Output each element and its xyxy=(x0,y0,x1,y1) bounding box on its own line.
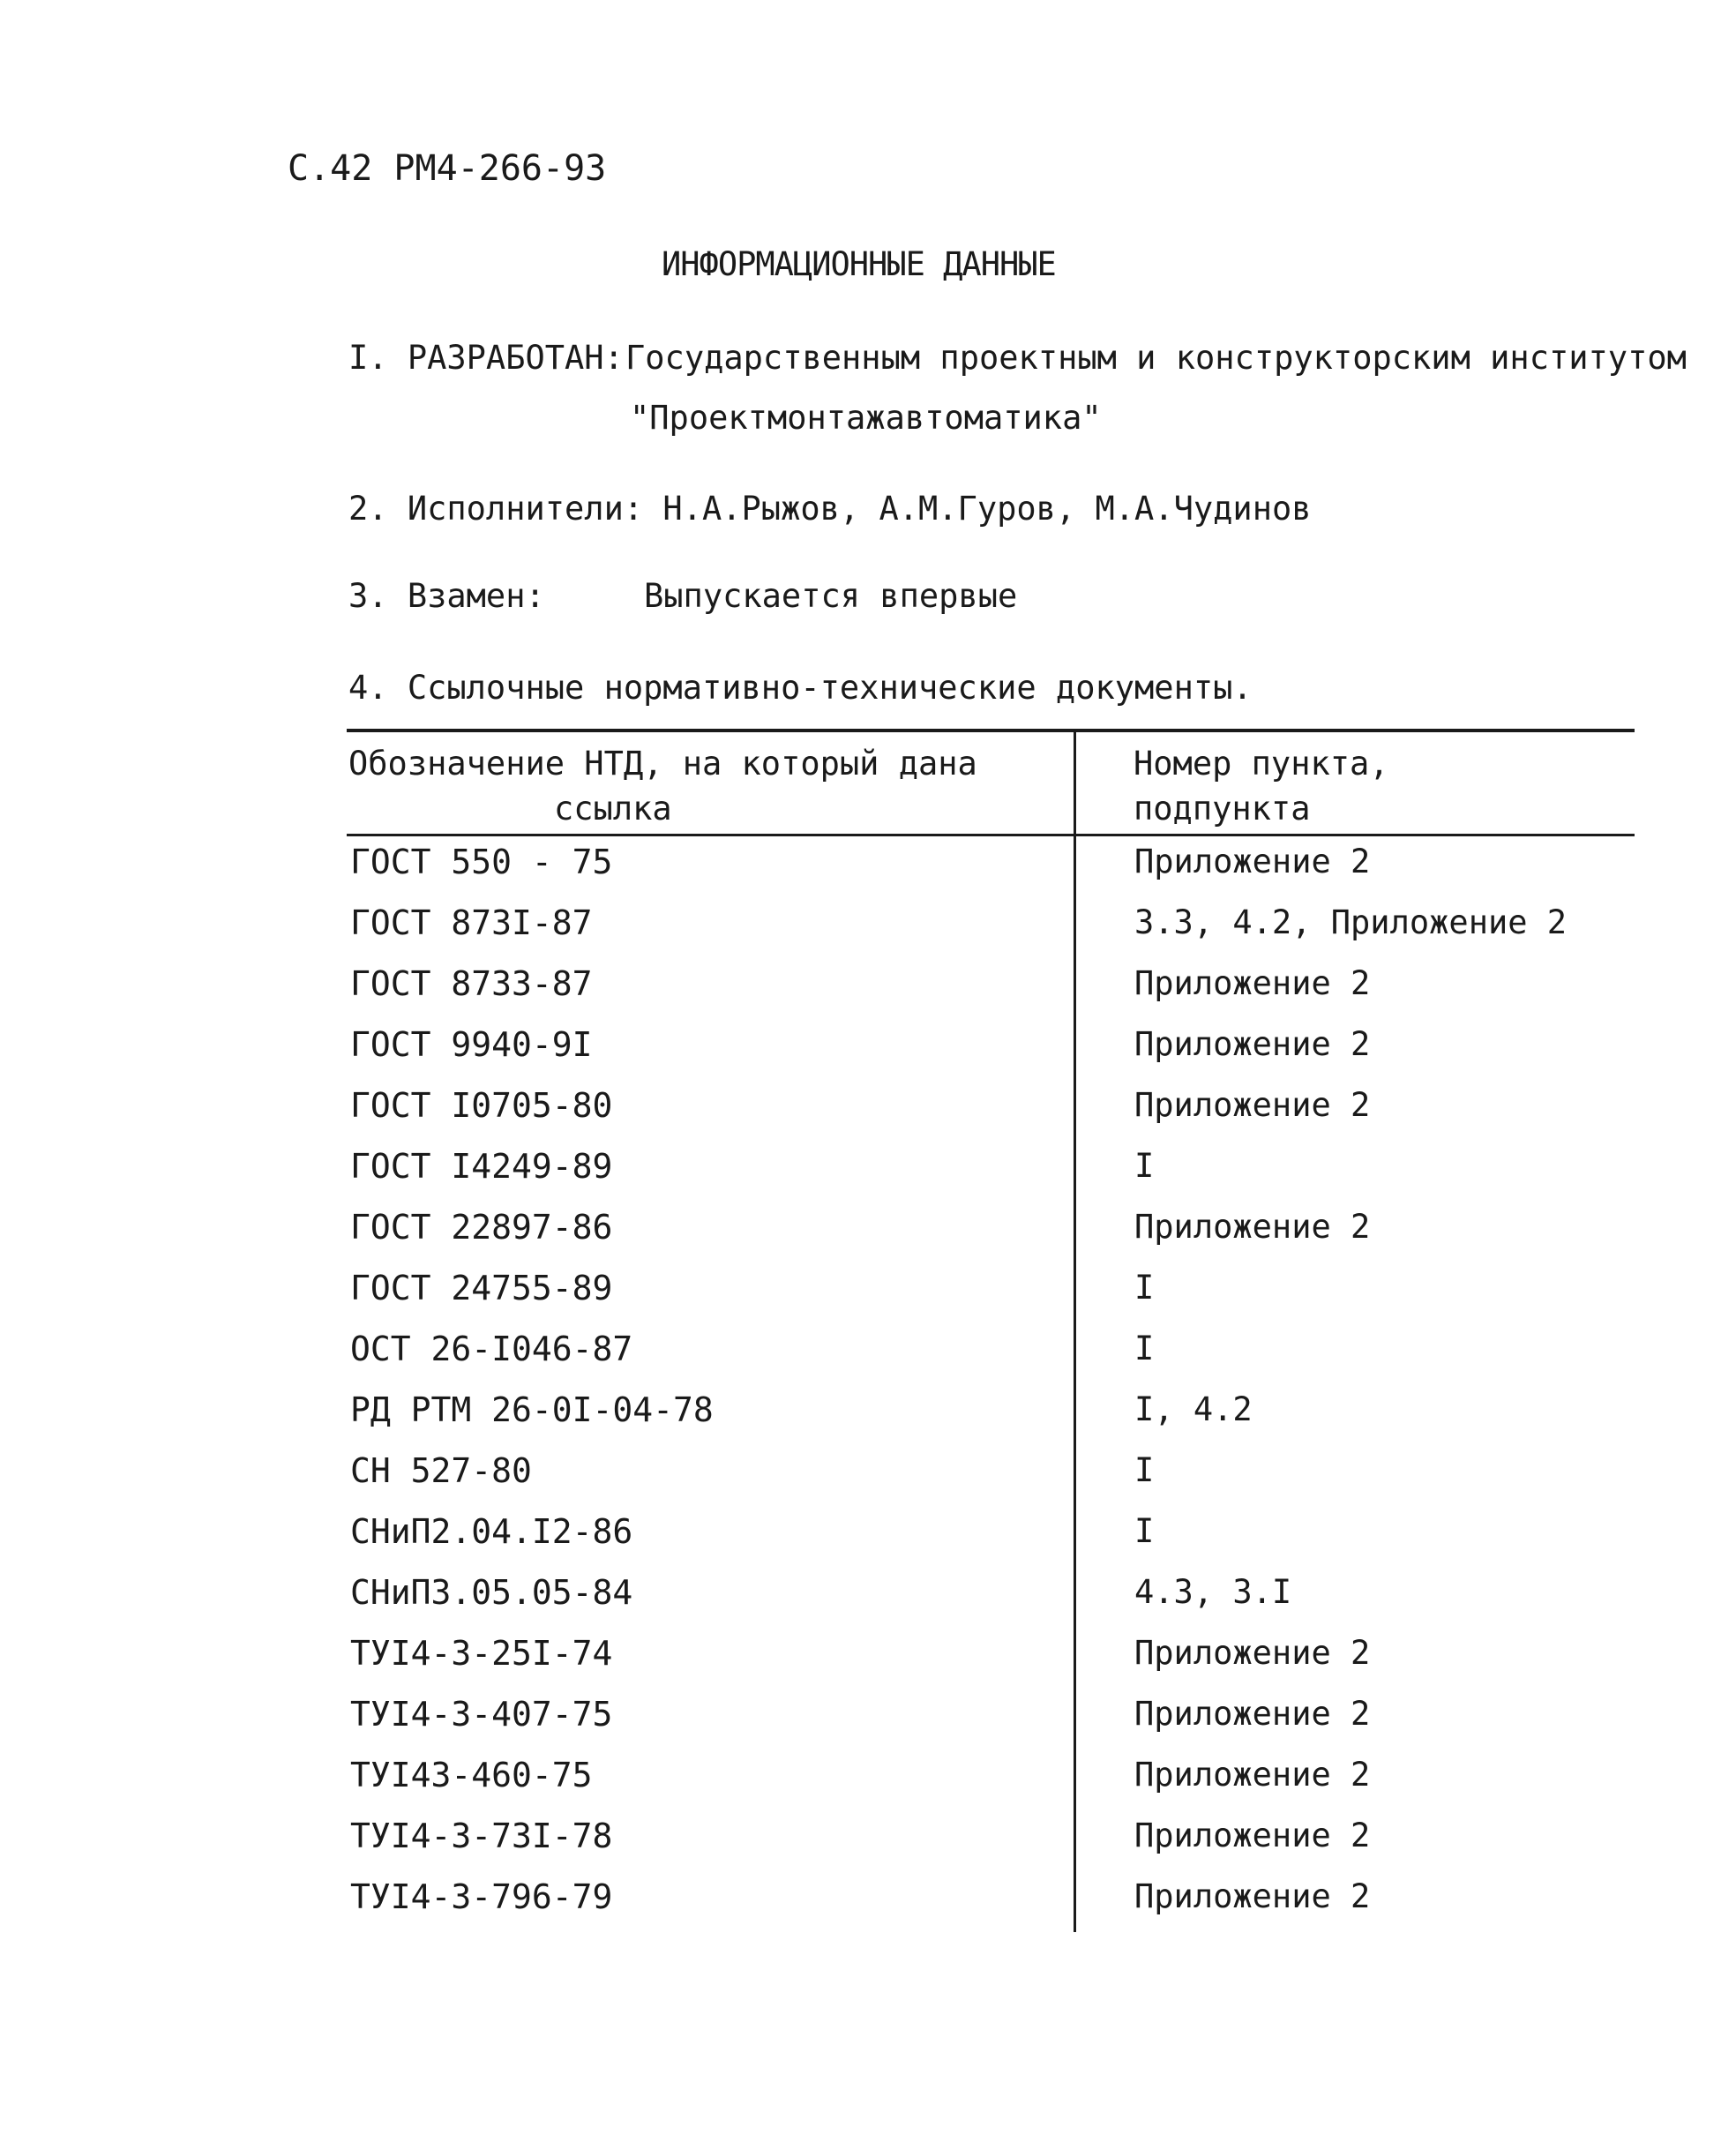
table-row xyxy=(0,843,1736,895)
item3-label: 3. Взамен: xyxy=(348,577,545,615)
clause-reference: I xyxy=(1134,1451,1155,1489)
clause-reference: Приложение 2 xyxy=(1134,1086,1371,1124)
clause-reference: Приложение 2 xyxy=(1134,964,1371,1002)
clause-reference: I xyxy=(1134,1330,1155,1367)
item1-text: Государственным проектным и конструкторским институтом xyxy=(625,339,1687,377)
doc-designation: СНиП3.05.05-84 xyxy=(350,1573,633,1612)
table-header-col1-line2: ссылка xyxy=(554,790,672,828)
doc-designation: ТУI43-460-75 xyxy=(350,1756,593,1794)
clause-reference: I xyxy=(1134,1512,1155,1550)
page-title: ИНФОРМАЦИОННЫЕ ДАННЫЕ xyxy=(662,245,1056,283)
clause-reference: Приложение 2 xyxy=(1134,1025,1371,1063)
table-row xyxy=(0,1269,1736,1322)
clause-reference: Приложение 2 xyxy=(1134,1877,1371,1915)
doc-designation: РД РТМ 26-0I-04-78 xyxy=(350,1390,714,1429)
clause-reference: Приложение 2 xyxy=(1134,1756,1371,1794)
clause-reference: I, 4.2 xyxy=(1134,1390,1253,1428)
table-row xyxy=(0,903,1736,956)
doc-designation: ГОСТ 9940-9I xyxy=(350,1025,593,1064)
clause-reference: I xyxy=(1134,1147,1155,1185)
doc-designation: ГОСТ 8733-87 xyxy=(350,964,593,1003)
table-row xyxy=(0,1451,1736,1504)
table-row xyxy=(0,1330,1736,1382)
table-header-col2-line2: подпункта xyxy=(1134,790,1311,828)
clause-reference: Приложение 2 xyxy=(1134,1634,1371,1672)
doc-designation: ГОСТ 24755-89 xyxy=(350,1269,613,1307)
doc-designation: СНиП2.04.I2-86 xyxy=(350,1512,633,1551)
doc-designation: ТУI4-3-796-79 xyxy=(350,1877,613,1916)
table-row xyxy=(0,1025,1736,1078)
table-row xyxy=(0,1208,1736,1261)
doc-designation: ГОСТ 22897-86 xyxy=(350,1208,613,1247)
table-row xyxy=(0,1573,1736,1626)
table-header-col2-line1: Номер пункта, xyxy=(1134,745,1389,783)
table-row xyxy=(0,1086,1736,1139)
clause-reference: I xyxy=(1134,1269,1155,1307)
table-row xyxy=(0,1390,1736,1443)
doc-designation: ТУI4-3-73I-78 xyxy=(350,1817,613,1855)
doc-designation: ГОСТ 550 - 75 xyxy=(350,843,613,881)
clause-reference: Приложение 2 xyxy=(1134,843,1371,880)
clause-reference: Приложение 2 xyxy=(1134,1208,1371,1246)
item1-text-continued: "Проектмонтажавтоматика" xyxy=(630,399,1102,437)
table-row xyxy=(0,1512,1736,1565)
table-row xyxy=(0,1756,1736,1809)
table-row xyxy=(0,1877,1736,1930)
doc-designation: ГОСТ I4249-89 xyxy=(350,1147,613,1186)
table-row xyxy=(0,1634,1736,1687)
doc-designation: ГОСТ I0705-80 xyxy=(350,1086,613,1125)
doc-designation: ОСТ 26-I046-87 xyxy=(350,1330,633,1368)
page-header: С.42 РМ4-266-93 xyxy=(288,148,607,189)
table-row xyxy=(0,1147,1736,1200)
clause-reference: 4.3, 3.I xyxy=(1134,1573,1292,1611)
table-row xyxy=(0,1695,1736,1748)
clause-reference: Приложение 2 xyxy=(1134,1695,1371,1733)
clause-reference: 3.3, 4.2, Приложение 2 xyxy=(1134,903,1568,941)
doc-designation: ГОСТ 873I-87 xyxy=(350,903,593,942)
item3-text: Выпускается впервые xyxy=(644,577,1018,615)
table-row xyxy=(0,1817,1736,1869)
doc-designation: ТУI4-3-25I-74 xyxy=(350,1634,613,1673)
item2-performers: 2. Исполнители: Н.А.Рыжов, А.М.Гуров, М.А.Чудинов xyxy=(348,490,1312,528)
item4-heading: 4. Ссылочные нормативно-технические документы. xyxy=(348,669,1253,707)
table-top-rule xyxy=(347,729,1635,732)
item1-label: I. РАЗРАБОТАН: xyxy=(348,339,624,377)
table-header-col1-line1: Обозначение НТД, на который дана xyxy=(348,745,977,783)
doc-designation: СН 527-80 xyxy=(350,1451,532,1490)
doc-designation: ТУI4-3-407-75 xyxy=(350,1695,613,1734)
clause-reference: Приложение 2 xyxy=(1134,1817,1371,1854)
table-row xyxy=(0,964,1736,1017)
table-header-rule xyxy=(347,834,1635,836)
